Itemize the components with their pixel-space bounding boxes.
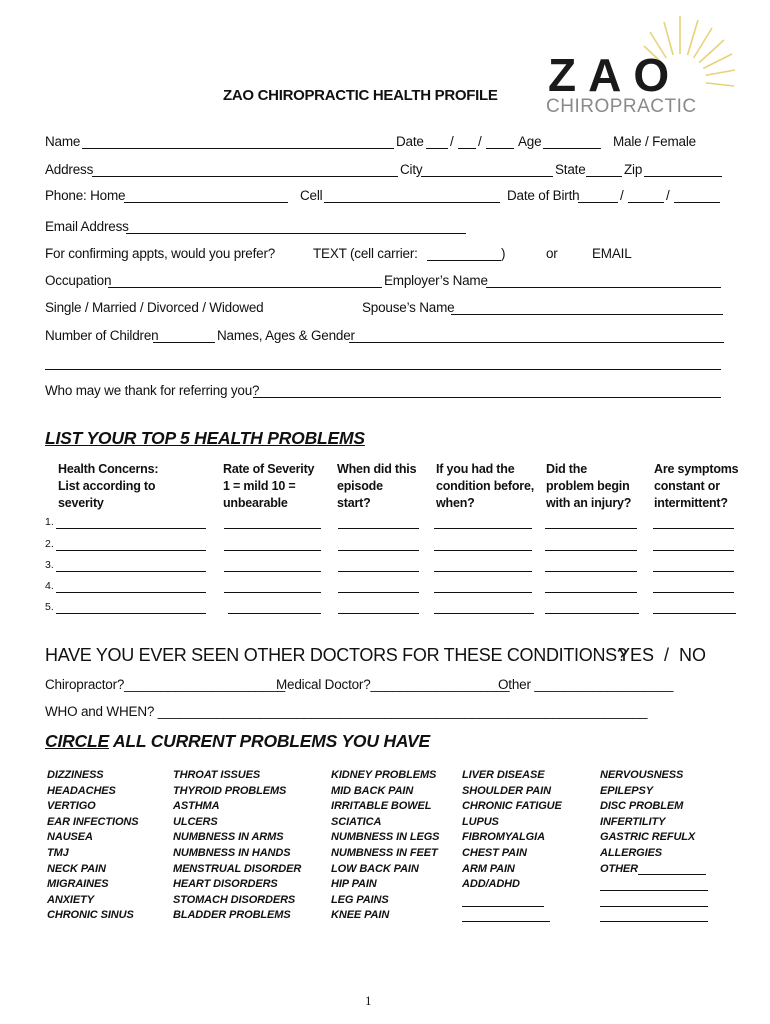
problem-option[interactable]: NUMBNESS IN FEET: [331, 846, 438, 859]
name-label: Name: [45, 134, 81, 149]
problem-option[interactable]: ARM PAIN: [462, 862, 515, 875]
email-field[interactable]: [126, 219, 466, 234]
problem-option[interactable]: ALLERGIES: [600, 846, 663, 859]
confirm-label: For confirming appts, would you prefer?: [45, 246, 276, 261]
concern-field[interactable]: [56, 514, 206, 529]
referral-label: Who may we thank for referring you?: [45, 383, 260, 398]
other-problem-field[interactable]: [638, 860, 706, 875]
chiropractor-field[interactable]: Chiropractor?______________________: [45, 677, 285, 692]
column-header-severity: Rate of Severity 1 = mild 10 = unbearable: [223, 462, 315, 510]
other-problem-field[interactable]: [600, 892, 708, 907]
problem-option[interactable]: THYROID PROBLEMS: [173, 784, 287, 797]
problem-option[interactable]: NUMBNESS IN ARMS: [173, 831, 284, 844]
logo-wordmark: ZAO: [548, 49, 682, 101]
problem-option[interactable]: CHEST PAIN: [462, 846, 527, 859]
episode-start-field[interactable]: [338, 514, 419, 529]
address-field[interactable]: [92, 162, 398, 177]
problem-option[interactable]: ULCERS: [173, 815, 218, 828]
symptoms-field[interactable]: [653, 578, 734, 593]
current-problems-heading-rest: ALL CURRENT PROBLEMS YOU HAVE: [108, 731, 430, 751]
column-header-had-before: If you had the condition before, when?: [436, 462, 534, 510]
problem-option[interactable]: TMJ: [47, 846, 69, 859]
children-label: Number of Children: [45, 328, 159, 343]
problem-option[interactable]: KNEE PAIN: [331, 909, 390, 922]
problems-column-4: [462, 768, 562, 893]
health-problems-heading: [45, 428, 365, 449]
episode-start-field[interactable]: [338, 578, 419, 593]
problem-option[interactable]: GASTRIC REFULX: [600, 831, 696, 844]
injury-field[interactable]: [545, 578, 637, 593]
employer-field[interactable]: [486, 273, 721, 288]
date-year-field[interactable]: [486, 134, 514, 149]
problem-option[interactable]: EAR INFECTIONS: [47, 815, 139, 828]
names-ages-field-continued[interactable]: [45, 355, 721, 370]
symptoms-field[interactable]: [653, 599, 736, 614]
address-label: Address: [45, 162, 94, 177]
names-ages-field[interactable]: [349, 328, 724, 343]
cell-carrier-field[interactable]: [427, 246, 501, 261]
problem-option[interactable]: LEG PAINS: [331, 893, 389, 906]
dob-month-field[interactable]: [578, 188, 618, 203]
date-day-field[interactable]: [458, 134, 476, 149]
problem-option[interactable]: LUPUS: [462, 815, 499, 828]
dob-separator: /: [620, 188, 624, 203]
problem-option[interactable]: KIDNEY PROBLEMS: [331, 769, 437, 781]
spouse-field[interactable]: [451, 300, 723, 315]
problem-option[interactable]: THROAT ISSUES: [173, 769, 261, 781]
yes-no-selector[interactable]: YES / NO: [618, 645, 707, 665]
or-label: or: [546, 246, 558, 261]
logo-subtitle: CHIROPRACTIC: [546, 96, 697, 117]
employer-label: Employer’s Name: [384, 273, 488, 288]
row-number: 5.: [45, 601, 54, 613]
referral-field[interactable]: [253, 383, 721, 398]
sex-selector[interactable]: Male / Female: [613, 134, 696, 149]
logo: [540, 10, 740, 120]
phone-home-label: Phone: Home: [45, 188, 126, 203]
text-option-close: ): [501, 246, 506, 261]
email-label: Email Address: [45, 219, 129, 234]
problem-option[interactable]: INFERTILITY: [600, 815, 666, 828]
concern-field[interactable]: [56, 536, 206, 551]
problem-option[interactable]: HEADACHES: [47, 784, 116, 797]
problem-option[interactable]: NUMBNESS IN HANDS: [173, 846, 291, 859]
problem-option[interactable]: NERVOUSNESS: [600, 769, 684, 781]
dob-day-field[interactable]: [628, 188, 664, 203]
problem-option[interactable]: CHRONIC SINUS: [47, 909, 134, 922]
marital-status-options[interactable]: Single / Married / Divorced / Widowed: [45, 300, 264, 315]
city-field[interactable]: [421, 162, 553, 177]
date-label: Date: [396, 134, 424, 149]
column-header-symptoms: Are symptoms constant or intermittent?: [654, 462, 739, 510]
page-title: ZAO CHIROPRACTIC HEALTH PROFILE: [223, 87, 498, 104]
problem-option[interactable]: OTHER: [600, 862, 639, 875]
problem-option[interactable]: LIVER DISEASE: [462, 769, 545, 781]
problem-option[interactable]: CHRONIC FATIGUE: [462, 800, 562, 813]
problem-option[interactable]: DISC PROBLEM: [600, 800, 684, 813]
severity-field[interactable]: [224, 578, 321, 593]
dob-separator: /: [666, 188, 670, 203]
problem-option[interactable]: BLADDER PROBLEMS: [173, 909, 291, 922]
medical-doctor-field[interactable]: Medical Doctor?___________________: [276, 677, 510, 692]
had-before-field[interactable]: [434, 599, 534, 614]
concern-field[interactable]: [56, 578, 206, 593]
age-field[interactable]: [543, 134, 601, 149]
cell-field[interactable]: [324, 188, 500, 203]
spouse-label: Spouse’s Name: [362, 300, 455, 315]
symptoms-field[interactable]: [653, 514, 734, 529]
episode-start-field[interactable]: [338, 599, 419, 614]
episode-start-field[interactable]: [338, 536, 419, 551]
problem-option[interactable]: MID BACK PAIN: [331, 784, 414, 797]
name-field[interactable]: [82, 134, 394, 149]
problem-option[interactable]: ADD/ADHD: [462, 878, 520, 891]
state-label: State: [555, 162, 586, 177]
cell-label: Cell: [300, 188, 323, 203]
other-problem-field[interactable]: [462, 907, 550, 922]
other-problem-field[interactable]: [600, 876, 708, 891]
children-count-field[interactable]: [153, 328, 215, 343]
problem-option[interactable]: NUMBNESS IN LEGS: [331, 831, 440, 844]
problem-option[interactable]: NAUSEA: [47, 831, 93, 844]
current-problems-heading-underlined: CIRCLE: [45, 731, 109, 751]
page-number: 1: [365, 993, 372, 1008]
other-doctor-field[interactable]: Other ___________________: [498, 677, 674, 692]
problem-option[interactable]: FIBROMYALGIA: [462, 831, 545, 844]
problems-column-2: [173, 768, 301, 924]
problem-option[interactable]: ASTHMA: [173, 800, 220, 813]
severity-field[interactable]: [224, 536, 321, 551]
symptoms-field[interactable]: [653, 557, 734, 572]
date-separator: /: [478, 134, 482, 149]
column-header-injury: Did the problem begin with an injury?: [546, 462, 632, 510]
row-number: 2.: [45, 538, 54, 550]
problem-option[interactable]: VERTIGO: [47, 800, 96, 813]
city-label: City: [400, 162, 423, 177]
severity-field[interactable]: [224, 514, 321, 529]
problem-option[interactable]: MENSTRUAL DISORDER: [173, 862, 302, 875]
date-separator: /: [450, 134, 454, 149]
text-option[interactable]: TEXT (cell carrier:: [313, 246, 418, 261]
names-ages-label: Names, Ages & Gender: [217, 328, 355, 343]
problems-column-3: [331, 768, 439, 924]
symptoms-field[interactable]: [653, 536, 734, 551]
occupation-label: Occupation: [45, 273, 112, 288]
problem-option[interactable]: IRRITABLE BOWEL: [331, 800, 432, 813]
injury-field[interactable]: [545, 536, 637, 551]
state-field[interactable]: [586, 162, 622, 177]
occupation-field[interactable]: [108, 273, 382, 288]
problem-option[interactable]: HIP PAIN: [331, 878, 377, 891]
age-label: Age: [518, 134, 542, 149]
column-header-concerns: Health Concerns: List according to severity: [58, 462, 159, 510]
other-problem-field[interactable]: [462, 892, 544, 907]
row-number: 4.: [45, 580, 54, 592]
zip-field[interactable]: [644, 162, 722, 177]
date-month-field[interactable]: [426, 134, 448, 149]
severity-field[interactable]: [228, 599, 321, 614]
had-before-field[interactable]: [434, 557, 532, 572]
row-number: 3.: [45, 559, 54, 571]
injury-field[interactable]: [545, 599, 639, 614]
current-problems-heading: [45, 731, 430, 752]
problem-option[interactable]: DIZZINESS: [47, 769, 104, 781]
problem-option[interactable]: STOMACH DISORDERS: [173, 893, 296, 906]
had-before-field[interactable]: [434, 514, 532, 529]
problem-option[interactable]: MIGRAINES: [47, 878, 109, 891]
problem-option[interactable]: NECK PAIN: [47, 862, 106, 875]
episode-start-field[interactable]: [338, 557, 419, 572]
had-before-field[interactable]: [434, 536, 532, 551]
problem-option[interactable]: LOW BACK PAIN: [331, 862, 419, 875]
problem-option[interactable]: HEART DISORDERS: [173, 878, 278, 891]
other-problem-field[interactable]: [600, 907, 708, 922]
problem-option[interactable]: EPILEPSY: [600, 784, 653, 797]
concern-field[interactable]: [56, 599, 206, 614]
concern-field[interactable]: [56, 557, 206, 572]
phone-home-field[interactable]: [124, 188, 288, 203]
dob-year-field[interactable]: [674, 188, 720, 203]
problem-option[interactable]: ANXIETY: [47, 893, 94, 906]
column-header-episode-start: When did this episode start?: [337, 462, 417, 510]
zip-label: Zip: [624, 162, 643, 177]
row-number: 1.: [45, 516, 54, 528]
severity-field[interactable]: [224, 557, 321, 572]
problem-option[interactable]: SHOULDER PAIN: [462, 784, 551, 797]
problems-column-1: [47, 768, 139, 924]
injury-field[interactable]: [545, 557, 637, 572]
health-problems-heading-text: LIST YOUR TOP 5 HEALTH PROBLEMS: [45, 428, 365, 448]
other-doctors-question: HAVE YOU EVER SEEN OTHER DOCTORS FOR THESE CONDITIONS?: [45, 645, 627, 665]
injury-field[interactable]: [545, 514, 637, 529]
dob-label: Date of Birth: [507, 188, 580, 203]
who-when-field[interactable]: WHO and WHEN? ___________________________________________________________________: [45, 704, 648, 719]
had-before-field[interactable]: [434, 578, 532, 593]
email-option[interactable]: EMAIL: [592, 246, 632, 261]
problem-option[interactable]: SCIATICA: [331, 815, 382, 828]
